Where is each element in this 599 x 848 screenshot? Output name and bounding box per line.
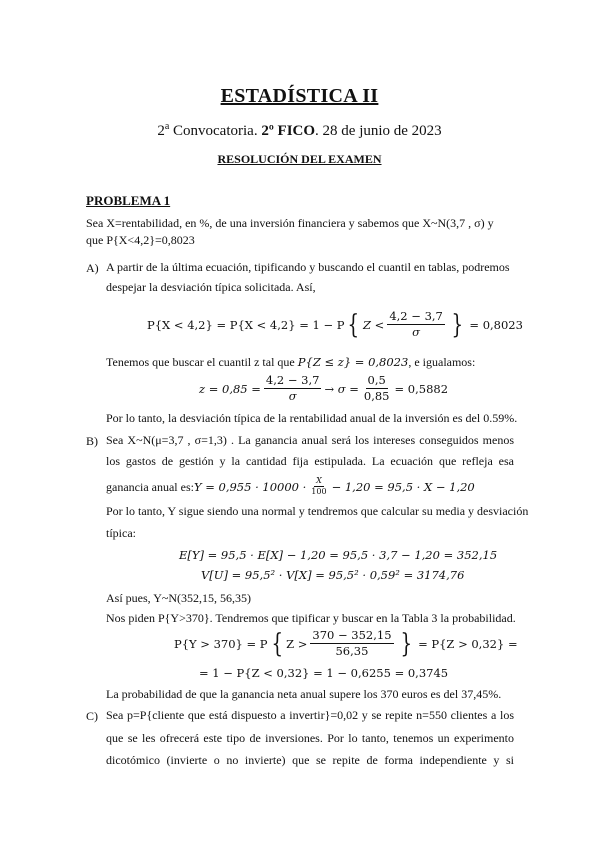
eq3-numerator: 370 − 352,15 [312,628,392,642]
convocatoria-text: Convocatoria. [169,123,262,139]
part-b-line-2: los gastos de gestión y la cantidad fija estipulada. La ecuación que refleja esa [106,454,514,468]
eq1-right: = 0,8023 [469,317,523,332]
part-b-line-3 [106,476,475,497]
part-a-equation-2 [199,373,448,404]
part-a-line-3-math: P{Z ≤ z} = 0,8023 [297,355,409,369]
part-a-line-1: A partir de la última ecuación, tipificando y buscando el cuantil en tablas, podremos [106,260,510,274]
part-b-line-8: La probabilidad de que la ganancia neta anual supere los 370 euros es del 37,45%. [106,687,502,701]
eq2-denominator-2: 0,85 [363,389,390,403]
course-label: 2º FICO [261,123,316,139]
eq3-denominator: 56,35 [335,644,369,658]
eq3-right: = P{Z > 0,32} = [418,636,518,651]
part-a-line-4: Por lo tanto, la desviación típica de la rentabilidad anual de la inversión es del 0.59%. [106,411,518,425]
part-a-letter: A) [86,261,99,275]
problem-heading: PROBLEMA 1 [86,193,171,208]
eq2-mid: → σ = [324,381,359,396]
eq2-fraction-1 [264,373,322,404]
eq2-right: = 0,5882 [394,381,449,396]
part-b-line-3-fraction [309,476,328,497]
part-c-line-2: que se les ofrecerá este tipo de inversiones. Por lo tanto, tenemos un experimento [106,731,514,745]
part-a-line-3 [106,353,475,371]
part-a-line-2: despejar la desviación típica solicitada. Así, [106,280,316,294]
eq1-numerator: 4,2 − 3,7 [389,309,443,323]
part-b-line-6: Así pues, Y~N(352,15, 56,35) [106,591,252,605]
part-b-line-4: Por lo tanto, Y sigue siendo una normal y tendremos que calcular su media y desviación [106,504,529,518]
problem-intro-line-1: Sea X=rentabilidad, en %, de una inversión financiera y sabemos que X~N(3,7 , σ) y [86,216,494,230]
part-c-line-1: Sea p=P{cliente que está dispuesto a invertir}=0,02 y se repite n=550 clientes a los [106,708,514,722]
close-brace: } [451,309,463,340]
part-b-equation-3 [174,628,518,659]
exam-date: . 28 de junio de 2023 [315,123,442,139]
part-b-fraction-numerator: X [316,476,322,485]
part-b-line-1: Sea X~N(μ=3,7 , σ=1,3) . La ganancia anual será los intereses conseguidos menos [106,433,514,447]
eq3-z: Z > [286,636,308,651]
convocatoria-number: 2 [157,123,165,139]
part-b-letter: B) [86,434,98,448]
convocatoria-superscript: a [164,121,170,132]
eq2-denominator-1: σ [288,389,297,403]
eq1-z: Z < [363,317,385,332]
part-b-line-7: Nos piden P{Y>370}. Tendremos que tipificar y buscar en la Tabla 3 la probabilidad. [106,611,516,625]
open-brace: { [271,628,283,659]
eq2-fraction-2 [362,373,392,404]
part-b-line-3-math-2: − 1,20 = 95,5 · X − 1,20 [331,479,475,494]
eq2-numerator-1: 4,2 − 3,7 [265,373,320,387]
resolution-heading: RESOLUCIÓN DEL EXAMEN [217,152,382,166]
part-a-line-3-start: Tenemos que buscar el cuantil z tal que [106,355,298,369]
problem-intro-line-2: que P{X<4,2}=0,8023 [86,233,195,247]
document-title: ESTADÍSTICA II [220,85,379,107]
eq3-fraction [310,628,393,659]
eq2-numerator-2: 0,5 [367,373,386,387]
part-b-equation-4: = 1 − P{Z < 0,32} = 1 − 0,6255 = 0,3745 [199,666,449,680]
part-c-letter: C) [86,709,98,723]
eq1-left: P{X < 4,2} = P{X < 4,2} = 1 − P [147,317,345,332]
eq3-left: P{Y > 370} = P [174,636,268,651]
part-b-fraction-denominator: 100 [311,487,327,496]
close-brace: } [400,628,412,659]
part-b-variance-equation: V[U] = 95,5² · V[X] = 95,5² · 0,59² = 3174,76 [201,568,465,582]
eq1-denominator: σ [412,325,421,339]
part-a-equation-1 [147,309,523,340]
exam-subtitle [0,121,599,140]
part-b-line-3-math-1: Y = 0,955 · 10000 · [193,479,307,494]
part-c-line-3: dicotómico (invierte o no invierte) que se repite de forma independiente y si [106,753,514,767]
eq1-fraction [387,309,445,340]
eq2-left: z = 0,85 = [199,381,261,396]
part-b-line-3-start: ganancia anual es: [106,479,194,494]
part-b-line-5: típica: [106,526,136,540]
part-a-line-3-end: , e igualamos: [408,355,476,369]
open-brace: { [347,309,360,340]
part-b-expectation-equation: E[Y] = 95,5 · E[X] − 1,20 = 95,5 · 3,7 − 1,20 = 352,15 [179,548,498,562]
